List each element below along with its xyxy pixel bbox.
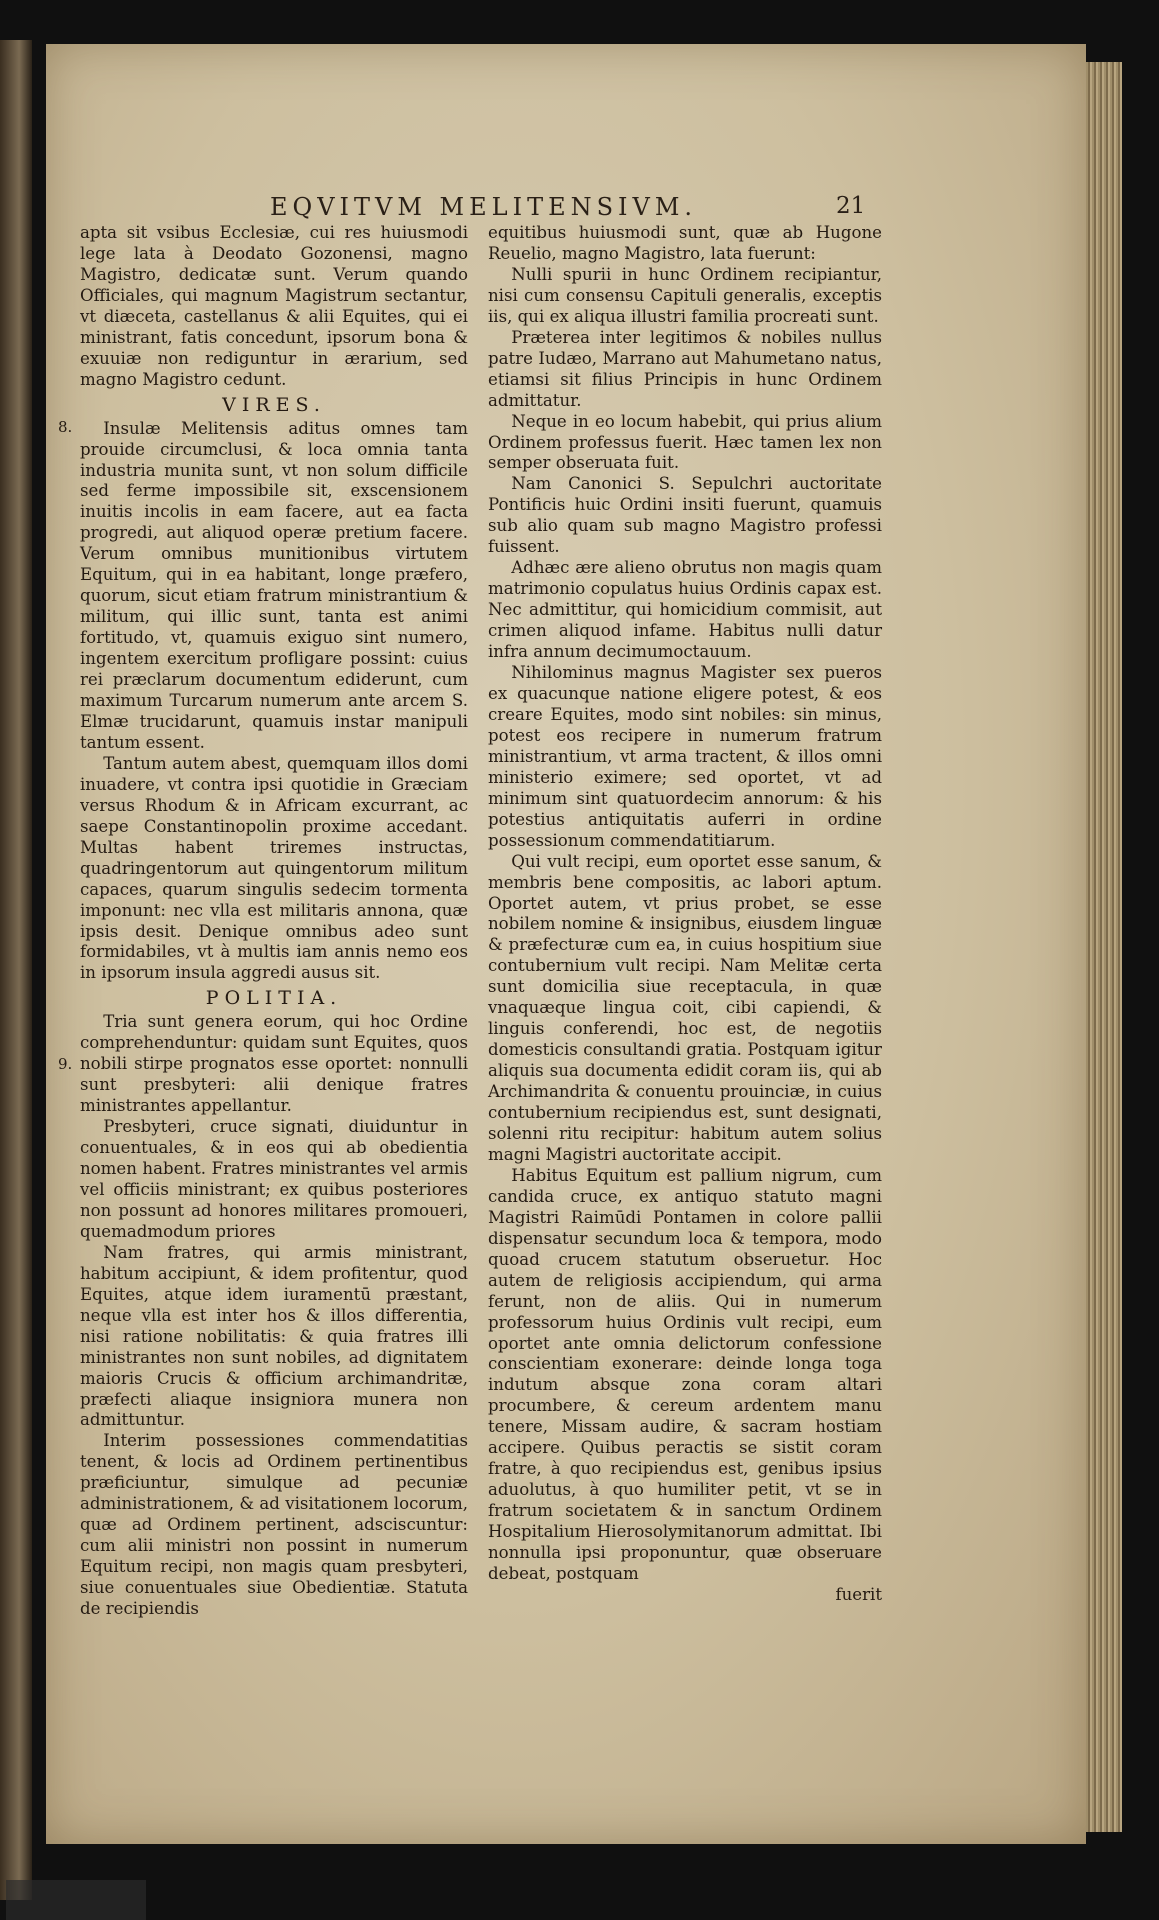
scan-border [6, 1880, 146, 1920]
right-column [488, 223, 882, 1606]
catchword: fuerit [835, 1584, 882, 1604]
running-title: EQVITVM MELITENSIVM. [270, 193, 698, 221]
paragraph: Presbyteri, cruce signati, diuiduntur in conuentuales, & in eos qui ab obedientia nomen habent. Fratres ministrantes vel armis vel officiis ministrant; ex quibus posteriores non possunt ad honores militares promoueri, quemadmodum priores [80, 1117, 468, 1241]
paragraph: Interim possessiones commendatitias tenent, & locis ad Ordinem pertinentibus præficiuntur, simulque ad pecuniæ administrationem, & ad visitationem locorum, quæ ad Ordinem pertinent, adsciscuntur: cum alii ministri non possint in numerum Equitum recipi, non magis quam presbyteri, siue conuentuales siue Obedientiæ. Statuta de recipiendis [80, 1431, 468, 1619]
margin-note-vires: 8. [58, 418, 73, 436]
paragraph: apta sit vsibus Ecclesiæ, cui res huiusmodi lege lata à Deodato Gozonensi, magno Magistro, dedicatæ sunt. Verum quando Officiales, qui magnum Magistrum sectantur, vt diæceta, castellanus & alii Equites, qui ei ministrant, fatis concedunt, ipsorum bona & exuuiæ non rediguntur in ærarium, sed magno Magistro cedunt. [80, 223, 468, 389]
paragraph: Qui vult recipi, eum oportet esse sanum, & membris bene compositis, ac labori aptum. Oportet autem, vt prius probet, se esse nobilem nomine & insignibus, eiusdem linguæ & præfecturæ cum ea, in cuius hospitium siue contubernium vult recipi. Nam Melitæ certa sunt domicilia siue receptacula, in quæ vnaquæque lingua coit, cibi capiendi, & linguis conferendi, hoc est, de negotiis domesticis consultandi gratia. Postquam igitur aliquis sua documenta edidit coram iis, qui ab Archimandrita & conuentu prouinciæ, in cuius contubernium recipiendus est, sunt designati, solenni ritu recipitur: habitum autem solius magni Magistri auctoritate accipit. [488, 851, 882, 1164]
paragraph: Nam fratres, qui armis ministrant, habitum accipiunt, & idem profitentur, quod Equites, atque idem iuramentū præstant, neque vlla est inter hos & illos differentia, nisi rationе nobilitatis: & quia fratres illi ministrantes non sunt nobiles, ad dignitatem maioris Crucis & officium archimandritæ, præfecti aliaque insigniora munera non admittuntur. [80, 1242, 468, 1430]
section-heading-politia: POLITIA. [205, 987, 343, 1010]
margin-note-politia: 9. [58, 1055, 73, 1073]
paragraph: Insulæ Melitensis aditus omnes tam prouide circumclusi, & loca omnia tanta industria munita sunt, vt non solum difficile sed ferme impossibile sit, exscensionem inuitis incolis in eam facere, aut ea facta progredi, aut aliquod operæ pretium facere. Verum omnibus munitionibus virtutem Equitum, qui in ea habitant, longe præfero, quorum, sicut etiam fratrum ministrantium & militum, qui illic sunt, tanta est animi fortitudo, vt, quamuis exiguo sint numero, ingentem exercitum profligare possint: cuius rei præclarum documentum ediderunt, cum maximum Turcarum numerum ante arcem S. Elmæ trucidarunt, quamuis instar manipuli tantum essent. [80, 418, 468, 752]
paragraph: Adhæc ære alieno obrutus non magis quam matrimonio copulatus huius Ordinis capax est. Nec admittitur, qui homicidium commisit, aut crimen aliquod infame. Habitus nulli datur infra annum decimumoctauum. [488, 558, 882, 662]
section-heading-vires: VIRES. [222, 393, 326, 416]
paragraph: Habitus Equitum est pallium nigrum, cum candida cruce, ex antiquo statuto magni Magistri Raimūdi Pontamen in colore pallii dispensatur secundum loca & tempora, modo quoad crucem statutum obseruetur. Hoc autem de religiosis accipiendum, qui arma ferunt, non de aliis. Qui in numerum professorum huius Ordinis vult recipi, eum oportet ante omnia delictorum confessione conscientiam exonerare: deinde longa toga indutum absque zona coram altari procumbere, & cereum ardentem manu tenere, Missam audire, & sacram hostiam accipere. Quibus peractis se sistit coram fratre, à quo recipiendus est, genibus ipsius aduolutus, à quo humiliter petit, vt se in fratrum societatem & in sanctum Ordinem Hospitalium Hierosolymitanorum admittat. Ibi nonnulla ipsi proponuntur, quæ obseruare debeat, postquam [488, 1165, 882, 1583]
left-column [80, 223, 468, 1620]
paragraph: Nam Canonici S. Sepulchri auctoritate Pontificis huic Ordini insiti fuerunt, quamuis sub alio quam sub magno Magistro professi fuissent. [488, 474, 882, 557]
paragraph: Præterea inter legitimos & nobiles nullus patre Iudæo, Marrano aut Mahumetano natus, etiamsi sit filius Principis in hunc Ordinem admittatur. [488, 327, 882, 410]
paragraph: Tria sunt genera eorum, qui hoc Ordine comprehenduntur: quidam sunt Equites, quos nobili stirpe prognatos esse oportet: nonnulli sunt presbyteri: alii denique fratres ministrantes appellantur. [80, 1012, 468, 1116]
paragraph: Neque in eo locum habebit, qui prius alium Ordinem professus fuerit. Hæc tamen lex non semper obseruata fuit. [488, 411, 882, 473]
previous-page-edge [0, 40, 32, 1900]
page-number: 21 [836, 193, 866, 219]
paragraph: Nihilominus magnus Magister sex pueros ex quacunque natione eligere potest, & eos creare Equites, modo sint nobiles: sin minus, potest eos recipere in numerum fratrum ministrantium, vt arma tractent, & illos omni ministerio eximere; sed oportet, vt ad minimum sint quatuordecim annorum: & his potestius antiquitatis auferri in ordine possessionum commendatitiarum. [488, 663, 882, 850]
paragraph: Tantum autem abest, quemquam illos domi inuadere, vt contra ipsi quotidie in Græciam versus Rhodum & in Africam excurrant, ac saepe Constantinopolin proxime accedant. Multas habent triremes instructas, quadringentorum aut quingentorum militum capaces, quarum singulis sedecim tormenta imponunt: nec vlla est militaris annona, quæ ipsis desit. Denique omnibus adeo sunt formidabiles, vt à multis iam annis nemo eos in ipsorum insula aggredi ausus sit. [80, 753, 468, 983]
paragraph: Nulli spurii in hunc Ordinem recipiantur, nisi cum consensu Capituli generalis, exceptis iis, qui ex aliqua illustri familia procreati sunt. [488, 264, 882, 326]
paragraph: equitibus huiusmodi sunt, quæ ab Hugone Reuelio, magno Magistro, lata fuerunt: [488, 223, 882, 263]
